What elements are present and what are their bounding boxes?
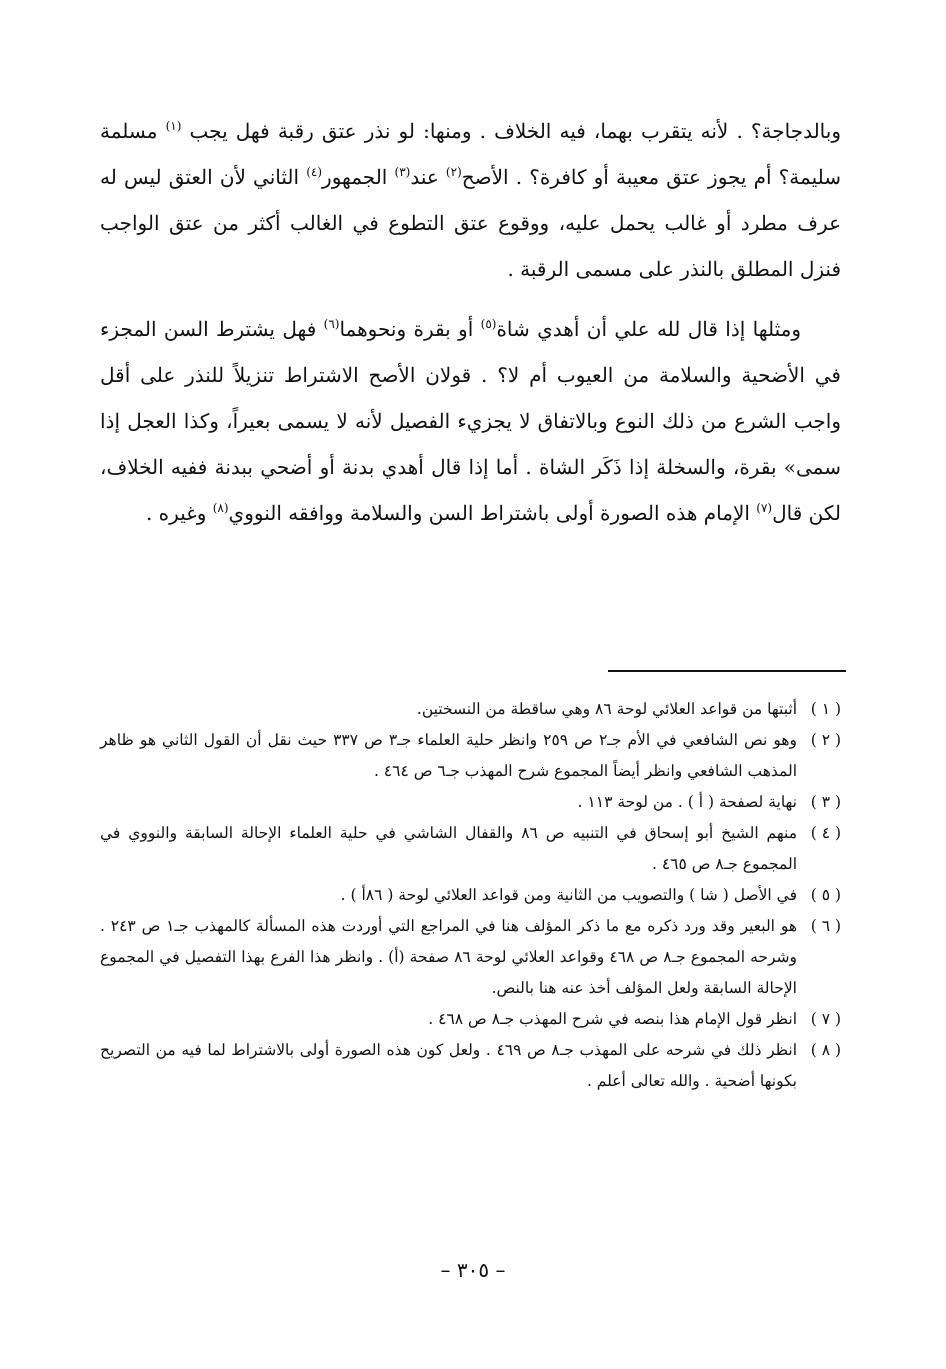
footnote-number: ( ١ ) xyxy=(810,700,841,718)
footnote-text: انظر قول الإمام هذا بنصه في شرح المهذب جـ٨ ص ٤٦٨ . xyxy=(428,1010,797,1028)
footnote-ref-4[interactable]: (٤) xyxy=(306,165,323,179)
footnote-text: أثبتها من قواعد العلائي لوحة ٨٦ وهي ساقطة من النسختين. xyxy=(416,700,797,718)
footnote-text: وهو نص الشافعي في الأم جـ٢ ص ٢٥٩ وانظر حلية العلماء جـ٣ ص ٣٣٧ حيث نقل أن القول الثاني هو ظاهر المذهب الشافعي وانظر أيضاً المجموع شرح المهذب جـ٦ ص ٤٦٤ . xyxy=(100,731,798,780)
footnote-4 xyxy=(100,818,841,880)
footnote-number: ( ٧ ) xyxy=(810,1010,841,1028)
main-text xyxy=(100,108,841,536)
footnote-text: منهم الشيخ أبو إسحاق في التنبيه ص ٨٦ والقفال الشاشي في حلية العلماء الإحالة السابقة والنووي في المجموع جـ٨ ص ٤٦٥ . xyxy=(100,824,797,873)
footnote-ref-1[interactable]: (١) xyxy=(165,119,182,133)
footnote-separator xyxy=(608,670,846,672)
paragraph-1: وبالدجاجة؟ . لأنه يتقرب بهما، فيه الخلاف . ومنها: لو نذر عتق رقبة فهل يجب $^{(١)}$ مسلمة سليمة؟ أم يجوز عتق معيبة أو كافرة؟ . الأصح$^{(٢)}$ عند$^{(٣)}$ الجمهور$^{(٤)}$ الثاني لأن العتق ليس له عرف مطرد أو غالب يحمل عليه، ووقوع عتق التطوع في الغالب أكثر من عتق الواجب فنزل المطلق بالنذر على مسمى الرقبة . xyxy=(100,119,842,281)
footnote-ref-3[interactable]: (٣) xyxy=(394,165,411,179)
footnote-number: ( ٢ ) xyxy=(810,731,841,749)
footnote-number: ( ٥ ) xyxy=(810,886,841,904)
footnotes xyxy=(100,694,841,1097)
footnote-text: انظر ذلك في شرحه على المهذب جـ٨ ص ٤٦٩ . ولعل كون هذه الصورة أولى بالاشتراط لما فيه من التصريح بكونها أضحية . والله تعالى أعلم . xyxy=(100,1041,797,1090)
footnote-number: ( ٣ ) xyxy=(810,793,841,811)
page-number: – ٣٠٥ – xyxy=(440,1258,506,1282)
footnote-number: ( ٦ ) xyxy=(810,917,841,935)
paragraph-2: ومثلها إذا قال لله علي أن أهدي شاة$^{(٥)}$ أو بقرة ونحوهما$^{(٦)}$ فهل يشترط السن المجزء في الأضحية والسلامة من العيوب أم لا؟ . قولان الأصح الاشتراط تنزيلاً للنذر على أقل واجب الشرع من ذلك النوع وبالاتفاق لا يجزيء الفصيل لأنه لا يسمى بعيراً، وكذا العجل إذا سمى» بقرة، والسخلة إذا ذَكَر الشاة . أما إذا قال أهدي بدنة أو أضحي ببدنة ففيه الخلاف، لكن قال$^{(٧)}$ الإمام هذه الصورة أولى باشتراط السن والسلامة ووافقه النووي$^{(٨)}$ وغيره . xyxy=(100,317,841,525)
footnote-text: في الأصل ( شا ) والتصويب من الثانية ومن قواعد العلائي لوحة ( ٨٦أ ) . xyxy=(340,886,797,904)
footnote-2 xyxy=(100,725,841,787)
footnote-ref-6[interactable]: (٦) xyxy=(323,317,340,331)
footnote-ref-2[interactable]: (٢) xyxy=(445,165,462,179)
footnote-ref-7[interactable]: (٧) xyxy=(756,501,773,515)
footnote-ref-5[interactable]: (٥) xyxy=(480,317,497,331)
footnote-ref-8[interactable]: (٨) xyxy=(212,501,229,515)
footnote-text: نهاية لصفحة ( أ ) . من لوحة ١١٣ . xyxy=(577,793,797,811)
footnote-text: هو البعير وقد ورد ذكره مع ما ذكر المؤلف هنا في المراجع التي أوردت هذه المسألة كالمهذب جـ١ ص ٢٤٣ . وشرحه المجموع جـ٨ ص ٤٦٨ وقواعد العلائي لوحة ٨٦ صفحة (أ) . وانظر هذا الفرع بهذا التفصيل في المجموع الإحالة السابقة ولعل المؤلف أخذ عنه هنا بالنص. xyxy=(100,917,798,997)
footnote-1 xyxy=(100,694,841,725)
footnote-number: ( ٤ ) xyxy=(810,824,841,842)
footnote-number: ( ٨ ) xyxy=(810,1041,841,1059)
footnote-7 xyxy=(100,1004,841,1035)
footnote-3 xyxy=(100,787,841,818)
footnote-5 xyxy=(100,880,841,911)
footnote-8 xyxy=(100,1035,841,1097)
footnote-6 xyxy=(100,911,841,1004)
